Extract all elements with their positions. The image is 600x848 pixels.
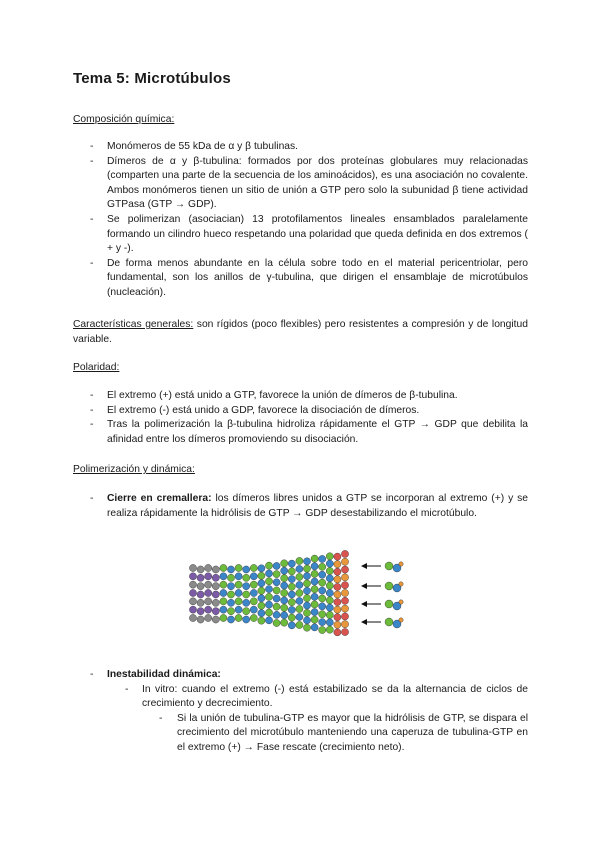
composicion-heading-colon: :: [171, 114, 175, 125]
tubulin-subunit: [281, 597, 288, 604]
free-alpha-tubulin: [385, 618, 393, 626]
gtp-cap-subunit: [341, 558, 348, 565]
tubulin-subunit: [319, 595, 326, 602]
gtp-cap-subunit: [334, 568, 341, 575]
tubulin-subunit: [189, 598, 196, 605]
tubulin-subunit: [296, 589, 303, 596]
tubulin-subunit: [205, 589, 212, 596]
tubulin-subunit: [303, 572, 310, 579]
tubulin-subunit: [273, 562, 280, 569]
tubulin-subunit: [205, 564, 212, 571]
tubulin-subunit: [265, 609, 272, 616]
tubulin-subunit: [189, 606, 196, 613]
list-item-inestabilidad: [73, 668, 528, 756]
inestabilidad-list: [73, 668, 528, 756]
gtp-cap-subunit: [334, 614, 341, 621]
list-item: - Monómeros de 55 kDa de α y β tubulinas.: [73, 140, 528, 155]
gtp-cap-subunit: [341, 589, 348, 596]
gtp-cap-subunit: [334, 606, 341, 613]
tubulin-subunit: [205, 606, 212, 613]
tubulin-subunit: [326, 589, 333, 596]
tubulin-subunit: [326, 611, 333, 618]
tubulin-subunit: [273, 587, 280, 594]
cierre-text: los dímeros libres unidos a GTP se incorporan al extremo (+) y se realiza rápidamente la hidrólisis de GTP → GDP desestabilizando el microtúbulo.: [107, 493, 528, 519]
tubulin-subunit: [281, 575, 288, 582]
tubulin-subunit: [205, 581, 212, 588]
tubulin-subunit: [197, 591, 204, 598]
arrow-head-icon: [361, 601, 367, 607]
tubulin-subunit: [296, 597, 303, 604]
tubulin-subunit: [281, 560, 288, 567]
gtp-cap-subunit: [334, 598, 341, 605]
tubulin-subunit: [273, 611, 280, 618]
arrow-head-icon: [361, 563, 367, 569]
tubulin-subunit: [189, 581, 196, 588]
list-item: - Se polimerizan (asociacian) 13 protofilamentos lineales ensamblados paralelamente formando un cilindro hueco respetando una polaridad que queda definida en dos extremos ( + y -).: [73, 213, 528, 257]
tubulin-subunit: [311, 555, 318, 562]
gtp-cap-subunit: [334, 561, 341, 568]
inestabilidad-sublist: [107, 683, 528, 756]
tubulin-subunit: [319, 563, 326, 570]
tubulin-subunit: [250, 606, 257, 613]
list-item: - Tras la polimerización la β-tubulina hidroliza rápidamente el GTP → GDP que debilita la afinidad entre los dímeros promoviendo su disociación.: [73, 418, 528, 447]
inestabilidad-label: Inestabilidad dinámica:: [107, 669, 221, 680]
tubulin-subunit: [311, 608, 318, 615]
tubulin-subunit: [265, 585, 272, 592]
tubulin-subunit: [227, 599, 234, 606]
tubulin-subunit: [220, 598, 227, 605]
tubulin-subunit: [235, 589, 242, 596]
list-item-cierre: [73, 492, 528, 521]
gtp-cap-subunit: [341, 550, 348, 557]
tubulin-subunit: [189, 589, 196, 596]
tubulin-subunit: [273, 619, 280, 626]
free-alpha-tubulin: [385, 562, 393, 570]
gtp-cap-subunit: [341, 628, 348, 635]
invitro-text: In vitro: cuando el extremo (-) está estabilizado se da la alternancia de ciclos de crecimiento y decrecimiento.: [142, 683, 528, 710]
tubulin-subunit: [319, 571, 326, 578]
tubulin-subunit: [326, 619, 333, 626]
tubulin-subunit: [258, 595, 265, 602]
tubulin-subunit: [212, 608, 219, 615]
free-gtp: [399, 618, 403, 622]
tubulin-subunit: [319, 579, 326, 586]
tubulin-subunit: [250, 573, 257, 580]
tubulin-subunit: [326, 575, 333, 582]
tubulin-subunit: [296, 581, 303, 588]
free-alpha-tubulin: [385, 582, 393, 590]
list-item: - Dímeros de α y β-tubulina: formados por dos proteínas globulares muy relacionadas (comparten una parte de la secuencia de los aminoácidos), es una asociación no covalente. Ambos monómeros tienen un sitio de unión a GTP pero solo la subunidad β tiene actividad GTPasa (GTP → GDP).: [73, 155, 528, 213]
gtp-cap-subunit: [334, 629, 341, 636]
tubulin-subunit: [288, 591, 295, 598]
gtp-cap-subunit: [341, 574, 348, 581]
tubulin-subunit: [273, 603, 280, 610]
tubulin-subunit: [303, 602, 310, 609]
tubulin-subunit: [265, 617, 272, 624]
section-heading-polimerizacion: Polimerización y dinámica:: [73, 464, 195, 475]
tubulin-subunit: [326, 626, 333, 633]
tubulin-subunit: [273, 579, 280, 586]
tubulin-subunit: [205, 573, 212, 580]
gtp-cap-subunit: [334, 553, 341, 560]
tubulin-subunit: [243, 608, 250, 615]
tubulin-subunit: [311, 570, 318, 577]
polaridad-heading-text: Polaridad: [73, 362, 117, 373]
tubulin-subunit: [235, 581, 242, 588]
list-item: - El extremo (-) está unido a GDP, favorece la disociación de dímeros.: [73, 404, 528, 419]
tubulin-subunit: [265, 562, 272, 569]
tubulin-subunit: [258, 617, 265, 624]
tubulin-subunit: [281, 567, 288, 574]
caracteristicas-paragraph: [73, 318, 528, 347]
tubulin-subunit: [319, 603, 326, 610]
tubulin-subunit: [296, 605, 303, 612]
tubulin-subunit: [281, 619, 288, 626]
tubulin-subunit: [227, 616, 234, 623]
tubulin-subunit: [220, 589, 227, 596]
composicion-list: [73, 140, 528, 301]
tubulin-subunit: [273, 571, 280, 578]
tubulin-subunit: [227, 566, 234, 573]
tubulin-subunit: [220, 564, 227, 571]
composicion-heading-text: Composición química: [73, 114, 172, 125]
tubulin-subunit: [220, 573, 227, 580]
gtp-cap-subunit: [341, 582, 348, 589]
tubulin-subunit: [319, 626, 326, 633]
tubulin-subunit: [189, 564, 196, 571]
caracteristicas-heading: Características generales:: [73, 319, 194, 330]
tubulin-subunit: [189, 614, 196, 621]
tubulin-subunit: [281, 604, 288, 611]
tubulin-subunit: [288, 560, 295, 567]
tubulin-subunit: [311, 616, 318, 623]
tubulin-subunit: [288, 568, 295, 575]
tubulin-subunit: [326, 553, 333, 560]
tubulin-subunit: [296, 557, 303, 564]
tubulin-subunit: [326, 567, 333, 574]
tubulin-subunit: [205, 614, 212, 621]
tubulin-subunit: [288, 575, 295, 582]
tubulin-subunit: [250, 598, 257, 605]
tubulin-subunit: [265, 578, 272, 585]
free-gtp: [399, 600, 403, 604]
tubulin-subunit: [250, 614, 257, 621]
cierre-label: Cierre en cremallera:: [107, 493, 212, 504]
invitro-sublist: [142, 712, 528, 756]
tubulin-subunit: [319, 555, 326, 562]
tubulin-subunit: [303, 609, 310, 616]
microtubule-lattice: [189, 550, 348, 636]
tubulin-subunit: [250, 589, 257, 596]
tubulin-subunit: [258, 580, 265, 587]
tubulin-subunit: [296, 573, 303, 580]
tubulin-subunit: [303, 624, 310, 631]
tubulin-subunit: [265, 601, 272, 608]
tubulin-subunit: [303, 617, 310, 624]
tubulin-subunit: [258, 565, 265, 572]
free-gtp: [399, 582, 403, 586]
tubulin-subunit: [212, 566, 219, 573]
free-gtp: [399, 562, 403, 566]
tubulin-subunit: [296, 613, 303, 620]
tubulin-subunit: [197, 574, 204, 581]
polimerizacion-list: [73, 492, 528, 521]
polaridad-heading-colon: :: [116, 362, 120, 373]
tubulin-subunit: [243, 583, 250, 590]
tubulin-subunit: [319, 619, 326, 626]
tubulin-subunit: [258, 572, 265, 579]
tubulin-subunit: [296, 565, 303, 572]
tubulin-subunit: [326, 560, 333, 567]
tubulin-subunit: [243, 566, 250, 573]
caracteristicas-text: son rígidos (poco flexibles) pero resistentes a compresión y de longitud variable.: [73, 319, 528, 345]
section-heading-polaridad: [73, 362, 119, 373]
tubulin-subunit: [227, 608, 234, 615]
gtp-cap-subunit: [341, 613, 348, 620]
arrow-head-icon: [361, 583, 367, 589]
tubulin-subunit: [235, 598, 242, 605]
tubulin-subunit: [311, 563, 318, 570]
tubulin-subunit: [227, 591, 234, 598]
list-item: - De forma menos abundante en la célula sobre todo en el material pericentriolar, pero fundamental, son los anillos de γ-tubulina, que dirigen el ensamblaje de microtúbulos (nucleación).: [73, 257, 528, 301]
tubulin-subunit: [288, 606, 295, 613]
tubulin-subunit: [273, 595, 280, 602]
tubulin-subunit: [311, 586, 318, 593]
tubulin-subunit: [296, 621, 303, 628]
tubulin-subunit: [235, 606, 242, 613]
tubulin-subunit: [235, 564, 242, 571]
tubulin-subunit: [311, 578, 318, 585]
section-heading-composicion: [73, 114, 174, 125]
tubulin-subunit: [220, 581, 227, 588]
tubulin-subunit: [227, 583, 234, 590]
list-item-invitro: [107, 683, 528, 756]
tubulin-subunit: [212, 583, 219, 590]
tubulin-subunit: [303, 587, 310, 594]
tubulin-subunit: [258, 587, 265, 594]
tubulin-subunit: [212, 616, 219, 623]
tubulin-subunit: [326, 604, 333, 611]
tubulin-subunit: [326, 582, 333, 589]
gtp-cap-subunit: [341, 566, 348, 573]
gtp-cap-subunit: [334, 591, 341, 598]
tubulin-subunit: [243, 599, 250, 606]
tubulin-subunit: [250, 581, 257, 588]
microtubule-figure: [185, 548, 415, 636]
tubulin-subunit: [303, 595, 310, 602]
tubulin-subunit: [212, 591, 219, 598]
gtp-cap-subunit: [341, 597, 348, 604]
free-dimers: [361, 562, 403, 628]
tubulin-subunit: [281, 589, 288, 596]
list-item: - El extremo (+) está unido a GTP, favorece la unión de dímeros de β-tubulina.: [73, 389, 528, 404]
free-alpha-tubulin: [385, 600, 393, 608]
tubulin-subunit: [319, 611, 326, 618]
tubulin-subunit: [250, 564, 257, 571]
tubulin-subunit: [326, 597, 333, 604]
tubulin-subunit: [197, 608, 204, 615]
tubulin-subunit: [220, 606, 227, 613]
tubulin-subunit: [243, 574, 250, 581]
tubulin-subunit: [197, 583, 204, 590]
tubulin-subunit: [258, 602, 265, 609]
tubulin-subunit: [197, 566, 204, 573]
tubulin-subunit: [303, 558, 310, 565]
tubulin-subunit: [243, 591, 250, 598]
gtp-cap-subunit: [341, 605, 348, 612]
tubulin-subunit: [205, 598, 212, 605]
arrow-head-icon: [361, 619, 367, 625]
gtp-cap-subunit: [334, 583, 341, 590]
tubulin-subunit: [265, 593, 272, 600]
tubulin-subunit: [235, 614, 242, 621]
tubulin-subunit: [319, 587, 326, 594]
tubulin-subunit: [197, 599, 204, 606]
tubulin-subunit: [281, 612, 288, 619]
tubulin-subunit: [288, 622, 295, 629]
page-title: Tema 5: Microtúbulos: [73, 70, 231, 87]
tubulin-subunit: [212, 574, 219, 581]
tubulin-subunit: [265, 570, 272, 577]
tubulin-subunit: [311, 624, 318, 631]
tubulin-subunit: [288, 599, 295, 606]
polaridad-list: [73, 389, 528, 447]
gtp-cap-subunit: [334, 621, 341, 628]
tubulin-subunit: [243, 616, 250, 623]
tubulin-subunit: [311, 593, 318, 600]
tubulin-subunit: [235, 573, 242, 580]
tubulin-subunit: [281, 582, 288, 589]
tubulin-subunit: [258, 610, 265, 617]
list-item-rescate: - Si la unión de tubulina-GTP es mayor que la hidrólisis de GTP, se dispara el crecimiento del microtúbulo manteniendo una caperuza de tubulina-GTP en el extremo (+) → Fase rescate (crecimiento neto).: [142, 712, 528, 756]
tubulin-subunit: [220, 614, 227, 621]
tubulin-subunit: [197, 616, 204, 623]
tubulin-subunit: [311, 601, 318, 608]
tubulin-subunit: [303, 580, 310, 587]
tubulin-subunit: [303, 565, 310, 572]
tubulin-subunit: [288, 614, 295, 621]
tubulin-subunit: [189, 573, 196, 580]
gtp-cap-subunit: [334, 576, 341, 583]
tubulin-subunit: [227, 574, 234, 581]
tubulin-subunit: [288, 583, 295, 590]
tubulin-subunit: [212, 599, 219, 606]
gtp-cap-subunit: [341, 621, 348, 628]
